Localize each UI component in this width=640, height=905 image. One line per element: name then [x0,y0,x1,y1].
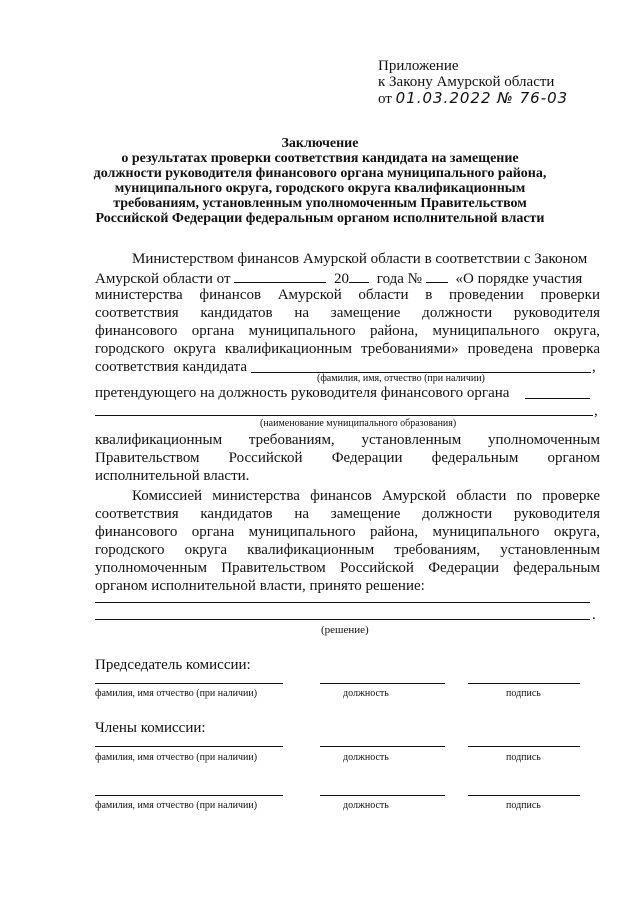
appendix-line-1: Приложение [378,58,459,74]
member-2-fio-field[interactable] [95,795,283,796]
para1-line-11: исполнительной власти. [95,468,250,484]
para1-law-name: «О порядке участия [455,271,583,287]
handwritten-date-number: 01.03.2022 № 76-03 [395,89,569,107]
members-heading: Члены комиссии: [95,720,206,736]
comma: , [594,403,598,419]
member-1-signature-field[interactable] [468,746,580,747]
member-1-signature-hint: подпись [506,752,541,763]
chairman-signature-field[interactable] [468,683,580,684]
para1-line-2 [95,268,600,288]
decision-field-1[interactable] [95,602,590,603]
member-2-position-hint: должность [343,800,389,811]
para1-line-10: Правительством Российской Федерации федеральным органом [95,450,600,466]
para1-line-9: квалификационным требованиям, установленным уполномоченным [95,432,600,448]
doc-subtitle-line-5: Российской Федерации федеральным органом исполнительной власти [95,211,545,226]
doc-title: Заключение [281,136,359,151]
chairman-fio-hint: фамилия, имя отчество (при наличии) [95,688,258,699]
appendix-from-label: от [378,91,392,107]
para1-line-5: финансового органа муниципального района, муниципального округа, [95,323,600,339]
doc-subtitle-line-2: должности руководителя финансового органа муниципального района, [93,166,547,181]
doc-subtitle-line-1: о результатах проверки соответствия кандидата на замещение [121,151,519,166]
chairman-position-hint: должность [343,688,389,699]
para2-line-2: соответствия кандидатов на замещение должности руководителя [95,506,600,522]
para1-law-area: Амурской области от [95,271,231,287]
appendix-line-2: к Закону Амурской области [378,74,555,90]
para2-line-4: городского округа квалификационным требованиям, установленным [95,542,600,558]
hint-municipality-name: (наименование муниципального образования) [260,418,457,429]
doc-subtitle-line-3: муниципального округа, городского округа квалификационным [114,181,526,196]
para1-line-4: соответствия кандидатов на замещение должности руководителя [95,305,600,321]
finance-body-field-1[interactable] [525,398,590,399]
para1-number-label: года № [376,271,422,287]
member-1-fio-field[interactable] [95,746,283,747]
member-2-fio-hint: фамилия, имя отчество (при наличии) [95,800,258,811]
law-number-blank[interactable] [426,268,448,283]
para1-line-1: Министерством финансов Амурской области в соответствии с Законом [132,251,588,267]
year-prefix: 20 [334,271,350,287]
para2-line-5: уполномоченным Правительством Российской Федерации федеральным [95,560,600,576]
chairman-heading: Председатель комиссии: [95,657,251,673]
para1-line-3: министерства финансов Амурской области в проведении проверки [95,287,600,303]
hint-decision: (решение) [321,624,369,636]
chairman-fio-field[interactable] [95,683,283,684]
member-2-position-field[interactable] [320,795,445,796]
para2-line-1: Комиссией министерства финансов Амурской области по проверке [132,488,600,504]
doc-subtitle-line-4: требованиям, установленным уполномоченным Правительством [113,196,527,211]
period: . [592,607,596,623]
para2-line-6: органом исполнительной власти, принято решение: [95,578,425,594]
member-1-position-hint: должность [343,752,389,763]
member-1-fio-hint: фамилия, имя отчество (при наличии) [95,752,258,763]
member-1-position-field[interactable] [320,746,445,747]
comma: , [592,359,596,375]
municipality-name-field[interactable] [95,415,593,416]
chairman-position-field[interactable] [320,683,445,684]
hint-candidate-name: (фамилия, имя, отчество (при наличии) [317,373,485,384]
chairman-signature-hint: подпись [506,688,541,699]
para1-line-8: претендующего на должность руководителя финансового органа [95,385,510,401]
member-2-signature-hint: подпись [506,800,541,811]
law-date-blank[interactable] [234,268,326,283]
year-blank[interactable] [349,268,369,283]
appendix-date-row [378,90,568,107]
member-2-signature-field[interactable] [468,795,580,796]
para1-line-6: городского округа квалификационным требованиями» проведена проверка [95,341,600,357]
para1-line-7: соответствия кандидата [95,359,248,375]
decision-field-2[interactable] [95,619,590,620]
para2-line-3: финансового органа муниципального района, муниципального округа, [95,524,600,540]
